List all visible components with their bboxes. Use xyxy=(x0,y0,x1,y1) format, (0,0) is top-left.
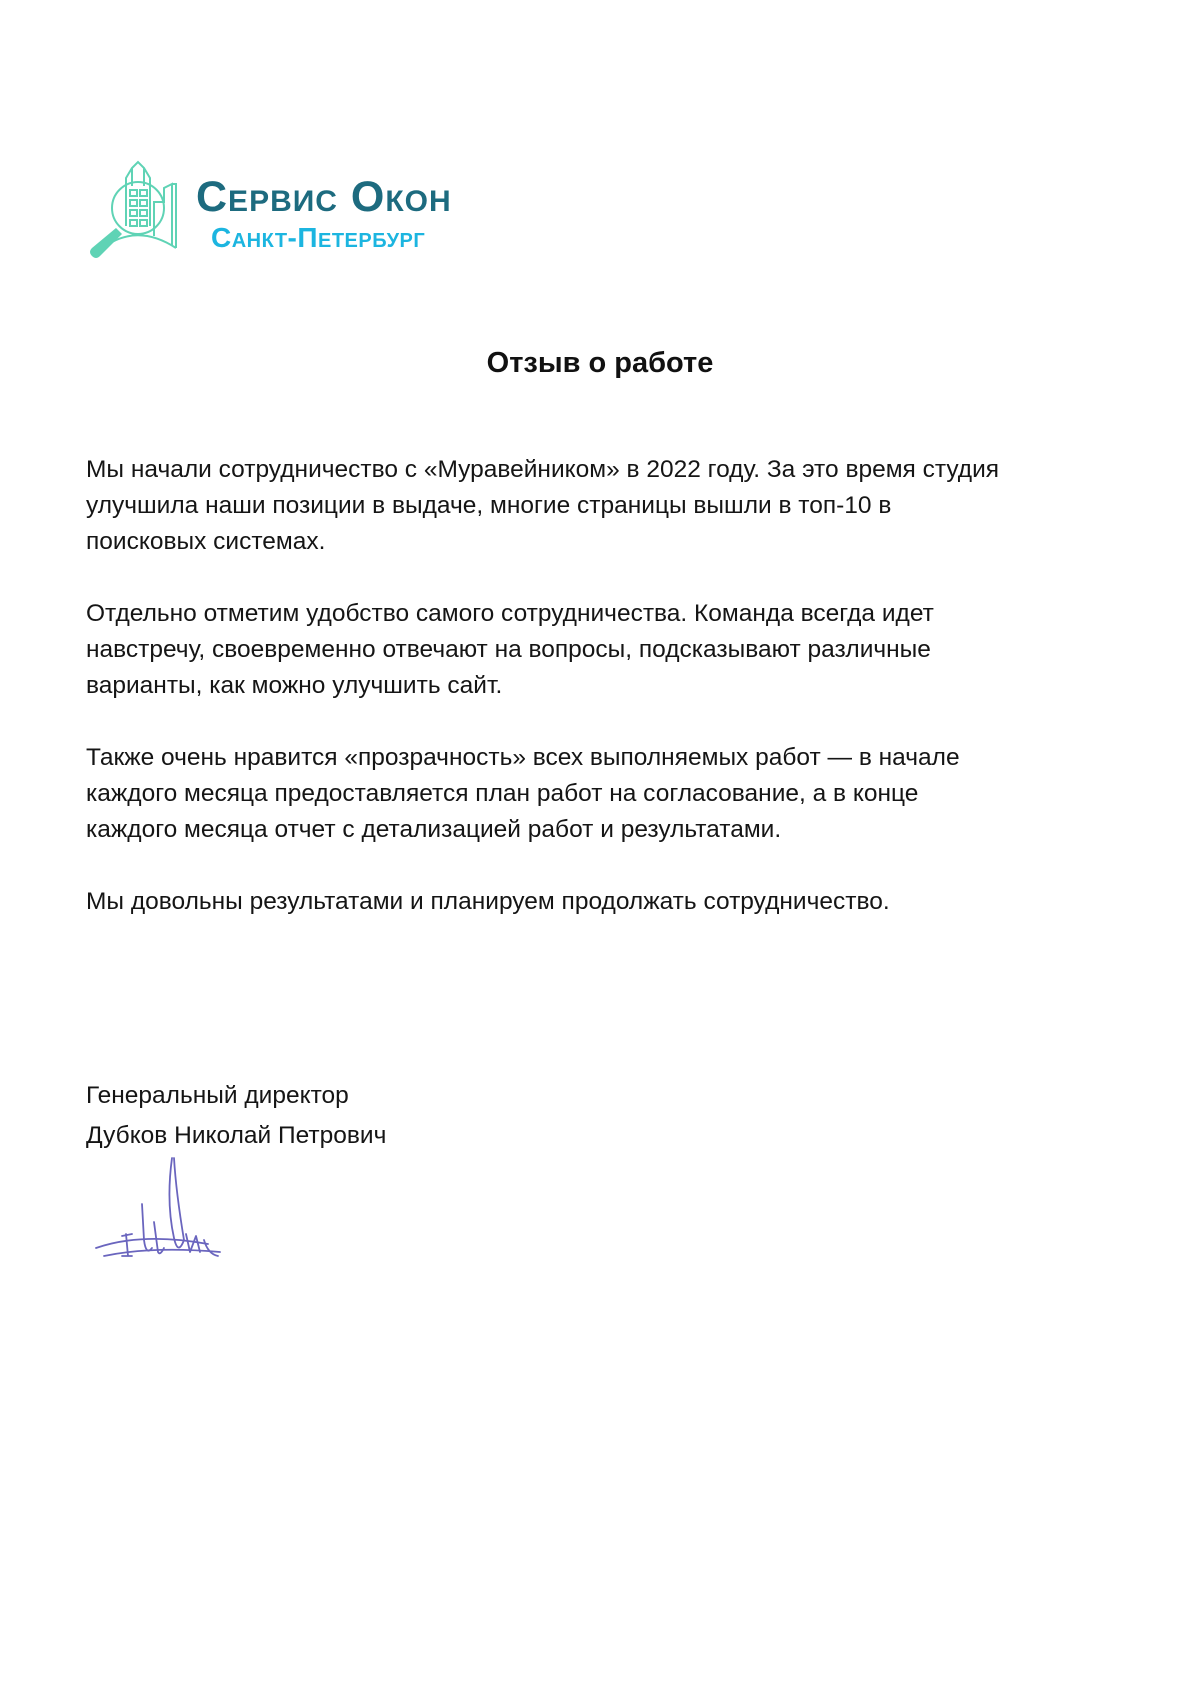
text-line: каждого месяца предоставляется план работ на согласование, а в конце xyxy=(86,780,919,807)
paragraph-3 xyxy=(86,740,1126,848)
text-line: Мы начали сотрудничество с «Муравейником» в 2022 году. За это время студия xyxy=(86,456,1000,483)
paragraph-1 xyxy=(86,452,1126,560)
text-line: варианты, как можно улучшить сайт. xyxy=(86,672,503,699)
handwritten-signature-icon xyxy=(92,1152,242,1270)
text-line: улучшила наши позиции в выдаче, многие страницы вышли в топ-10 в xyxy=(86,492,892,519)
text-line: каждого месяца отчет с детализацией работ и результатами. xyxy=(86,816,782,843)
document-body xyxy=(86,452,1126,956)
logo-company-name: Сервис Окон xyxy=(196,173,452,221)
building-magnifier-icon xyxy=(86,156,198,268)
company-logo xyxy=(86,156,566,268)
paragraph-4 xyxy=(86,884,1126,920)
paragraph-2 xyxy=(86,596,1126,704)
text-line: поисковых системах. xyxy=(86,528,326,555)
text-line: Также очень нравится «прозрачность» всех выполняемых работ — в начале xyxy=(86,744,960,771)
logo-city-name: Санкт-Петербург xyxy=(211,222,426,253)
signer-position: Генеральный директор xyxy=(86,1082,349,1109)
text-line: навстречу, своевременно отвечают на вопросы, подсказывают различные xyxy=(86,636,931,663)
signature-block xyxy=(86,1076,386,1156)
text-line: Мы довольны результатами и планируем продолжать сотрудничество. xyxy=(86,888,890,915)
text-line: Отдельно отметим удобство самого сотрудничества. Команда всегда идет xyxy=(86,600,934,627)
signer-name: Дубков Николай Петрович xyxy=(86,1122,387,1149)
document-title: Отзыв о работе xyxy=(486,347,714,379)
